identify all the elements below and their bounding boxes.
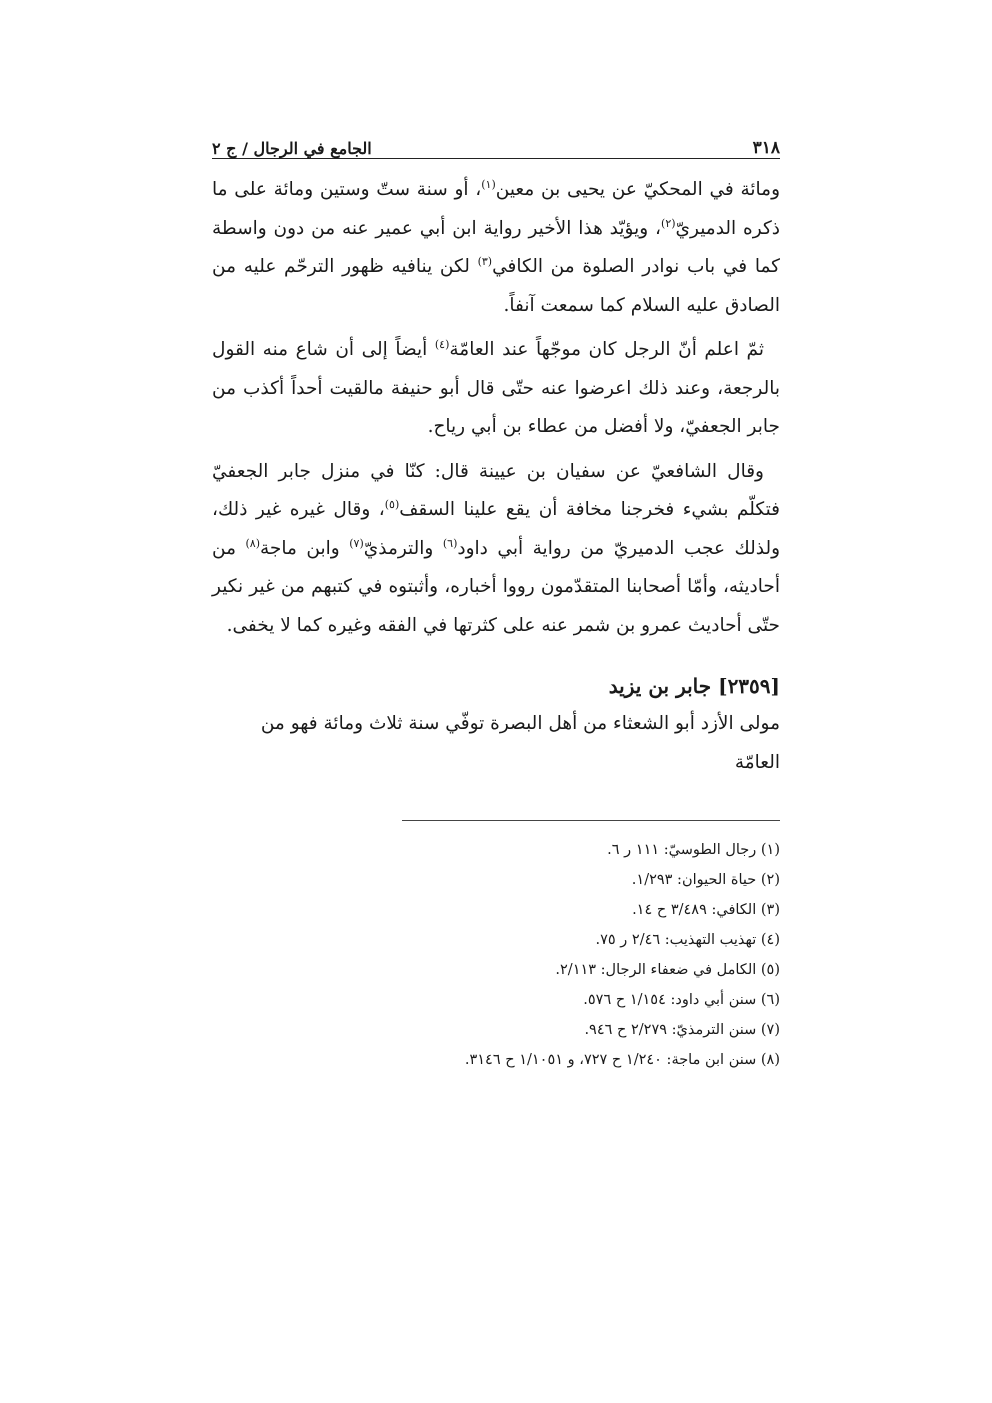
book-page (212, 118, 780, 1075)
text-run: ، وقال غيره غير ذلك، ولذلك عجب الدميريّ من رواية أبي داود (212, 499, 781, 559)
footnote: (٨) سنن ابن ماجة: ١/٢٤٠ ح ٧٢٧، و ١/١٠٥١ ح ٣١٤٦. (464, 1052, 780, 1068)
text-run: لكن ينافيه ظهور الترحّم عليه من الصادق عليه السلام كما سمعت آنفاً. (212, 256, 780, 316)
running-title: الجامع في الرجال / ج ٢ (212, 139, 372, 158)
footnote: (٢) حياة الحيوان: ١/٢٩٣. (631, 872, 780, 888)
text-run: وابن ماجة (260, 537, 350, 559)
text-run: وقال الشافعيّ عن سفيان بن عيينة قال: كنّا في منزل جابر الجعفيّ فتكلّم بشيء فخرجنا مخافة أن يقع علينا السقف (212, 460, 780, 520)
text-run: من أحاديثه، وأمّا أصحابنا المتقدّمون رووا أخباره، وأثبتوه في كتبهم من غير نكير حتّى أحاديث عمرو بن شمر عنه على كثرتها في الفقه وغيره كما لا يخفى. (212, 537, 780, 636)
text-run: ثمّ اعلم أنّ الرجل كان موجّهاً عند العامّة (449, 339, 764, 360)
entry-text: مولى الأزد أبو الشعثاء من أهل البصرة توفّي سنة ثلاث ومائة فهو من العامّة (260, 713, 780, 773)
text-run: ، أو سنة ستّ وستين ومائة على ما ذكره الدميريّ (212, 179, 780, 239)
footnote: (٥) الكامل في ضعفاء الرجال: ٢/١١٣. (555, 962, 780, 978)
footnote-ref-8: (٨) (245, 536, 261, 550)
footnote-separator (402, 820, 780, 821)
footnote-ref-2: (٢) (661, 216, 676, 230)
footnote-ref-3: (٣) (477, 254, 493, 268)
footnote-ref-6: (٦) (442, 536, 458, 550)
main-text (212, 171, 780, 645)
text-run: والترمذيّ (363, 537, 443, 559)
paragraph-2 (212, 331, 780, 447)
footnote-ref-4: (٤) (434, 337, 450, 351)
footnotes (212, 835, 780, 1075)
footnote: (٧) سنن الترمذيّ: ٢/٢٧٩ ح ٩٤٦. (584, 1022, 780, 1038)
text-run: أيضاً إلى أن شاع منه القول بالرجعة، وعند ذلك اعرضوا عنه حتّى قال أبو حنيفة مالقيت أحداً أكذب من جابر الجعفيّ، ولا أفضل من عطاء بن أبي رياح. (212, 339, 780, 437)
entry-heading: [٢٣٥٩] جابر بن يزيد (608, 674, 780, 698)
footnote-ref-1: (١) (481, 177, 496, 191)
page-number: ٣١٨ (752, 138, 780, 158)
footnote: (١) رجال الطوسيّ: ١١١ ر ٦. (607, 842, 780, 858)
paragraph-1 (212, 171, 780, 325)
text-run: ومائة في المحكيّ عن يحيى بن معين (495, 179, 780, 200)
footnote: (٤) تهذيب التهذيب: ٢/٤٦ ر ٧٥. (595, 932, 780, 948)
footnote: (٦) سنن أبي داود: ١/١٥٤ ح ٥٧٦. (583, 992, 780, 1008)
page-header (212, 118, 780, 159)
text-run: ، ويؤيّد هذا الأخير رواية ابن أبي عمير عنه من دون واسطة كما في باب نوادر الصلوة من الكافي (212, 217, 780, 277)
footnote-ref-7: (٧) (349, 536, 364, 550)
paragraph-3 (212, 453, 780, 646)
footnote: (٣) الكافي: ٣/٤٨٩ ح ١٤. (632, 902, 780, 918)
footnote-ref-5: (٥) (384, 497, 400, 511)
